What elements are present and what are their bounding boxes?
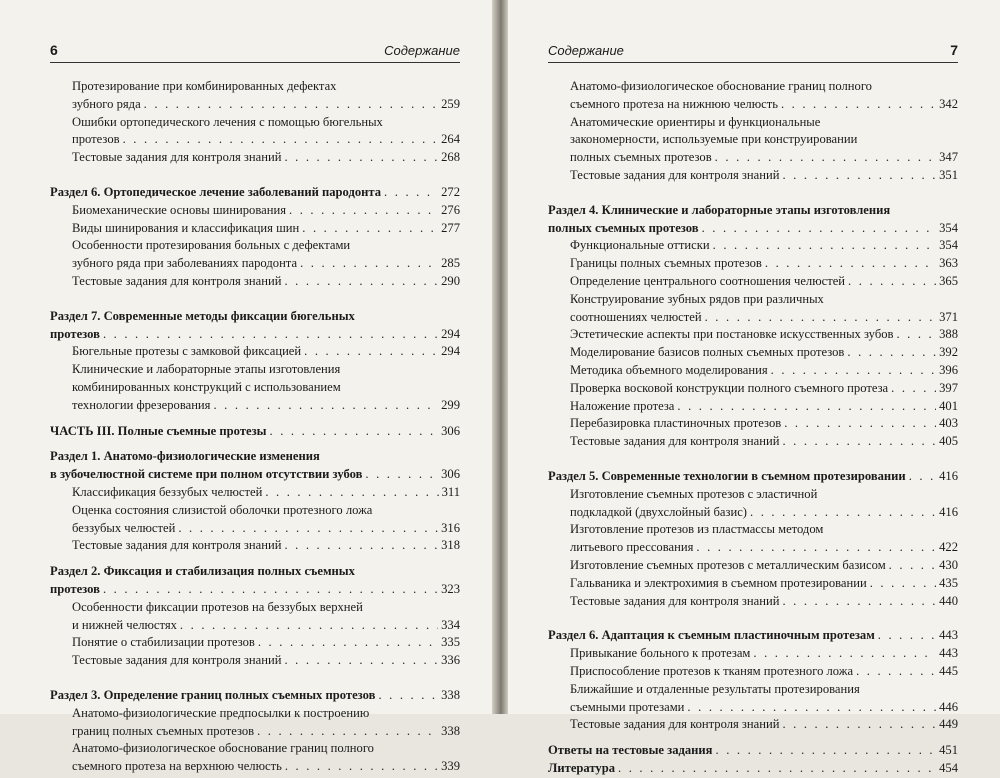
toc-page-number: 338 xyxy=(441,723,460,738)
toc-page-number: 449 xyxy=(939,717,958,732)
toc-entry-line xyxy=(570,362,958,380)
toc-leader-dots xyxy=(715,149,936,167)
toc-entry-text: Особенности протезирования больных с дефектами xyxy=(72,238,351,253)
toc-spacer xyxy=(50,555,460,563)
toc-leader-dots xyxy=(891,380,936,398)
toc-entry xyxy=(50,361,460,414)
toc-leader-dots xyxy=(213,397,438,415)
toc-page-number: 336 xyxy=(441,653,460,668)
toc-entry xyxy=(50,652,460,670)
toc-entry-line xyxy=(570,344,958,362)
toc-page-number: 403 xyxy=(939,416,958,431)
toc-entry xyxy=(548,362,958,380)
toc-entry xyxy=(548,663,958,681)
toc-entry-text: съемного протеза на нижнюю челюсть xyxy=(570,96,778,111)
toc-leader-dots xyxy=(909,468,936,486)
toc-page-number: 454 xyxy=(939,760,958,775)
toc-entry-line xyxy=(72,723,460,741)
toc-page-number: 299 xyxy=(441,397,460,412)
toc-entry-line xyxy=(50,326,460,344)
toc-entry-text: протезов xyxy=(50,581,100,596)
toc-leader-dots xyxy=(750,504,936,522)
toc-leader-dots xyxy=(784,415,936,433)
toc-entry-text: Раздел 3. Определение границ полных съемных протезов xyxy=(50,687,376,702)
toc-leader-dots xyxy=(847,344,936,362)
toc-leader-dots xyxy=(782,167,936,185)
toc-entry-text: Ближайшие и отдаленные результаты протезирования xyxy=(570,681,860,696)
toc-entry-text: комбинированных конструкций с использованием xyxy=(72,379,341,394)
running-header xyxy=(50,42,460,62)
toc-entry-line xyxy=(72,520,460,538)
toc-entry xyxy=(548,380,958,398)
toc-leader-dots xyxy=(781,96,936,114)
toc-page-number: 388 xyxy=(939,327,958,342)
toc-entry xyxy=(548,681,958,717)
toc-entry xyxy=(50,78,460,114)
toc-leader-dots xyxy=(378,687,438,705)
toc-entry xyxy=(548,557,958,575)
toc-entry-line xyxy=(50,423,460,441)
toc-entry xyxy=(548,398,958,416)
toc-entry-line xyxy=(570,663,958,681)
toc-entry-line xyxy=(570,504,958,522)
toc-entry-line xyxy=(570,326,958,344)
toc-page-number: 276 xyxy=(441,202,460,217)
toc-entry-line xyxy=(72,255,460,273)
toc-spacer xyxy=(50,415,460,423)
toc-page-number: 430 xyxy=(939,557,958,572)
toc-entry-line xyxy=(50,581,460,599)
toc-leader-dots xyxy=(178,520,438,538)
toc-entry xyxy=(548,291,958,327)
toc-leader-dots xyxy=(716,742,937,760)
toc-entry-text: Тестовые задания для контроля знаний xyxy=(72,150,282,165)
toc-leader-dots xyxy=(103,581,438,599)
toc-entry-text: Перебазировка пластиночных протезов xyxy=(570,416,782,431)
toc-entry-text: полных съемных протезов xyxy=(548,220,699,235)
toc-entry-text: Раздел 7. Современные методы фиксации бюгельных xyxy=(50,308,355,323)
toc-entry xyxy=(50,220,460,238)
toc-leader-dots xyxy=(713,237,936,255)
toc-spacer xyxy=(50,670,460,687)
toc-entry-text: границ полных съемных протезов xyxy=(72,723,255,738)
toc-entry xyxy=(548,415,958,433)
toc-page-number: 392 xyxy=(939,345,958,360)
toc-page-number: 334 xyxy=(441,617,460,632)
toc-section-heading xyxy=(50,308,460,344)
toc-entry-text: Раздел 4. Клинические и лабораторные этапы изготовления xyxy=(548,202,891,217)
toc-entry-text: Раздел 1. Анатомо-физиологические изменения xyxy=(50,449,320,464)
toc-entry-text: протезов xyxy=(50,326,100,341)
toc-entry-text: Определение центрального соотношения челюстей xyxy=(570,273,846,288)
toc-entry-text: Функциональные оттиски xyxy=(570,238,710,253)
toc-entry-line xyxy=(72,343,460,361)
toc-entry-line xyxy=(72,484,460,502)
toc-page-number: 306 xyxy=(441,467,460,482)
toc-leader-dots xyxy=(144,96,438,114)
toc-entry-text: Виды шинирования и классификация шин xyxy=(72,220,300,235)
toc-entry-line xyxy=(570,645,958,663)
running-header xyxy=(548,42,958,62)
toc-leader-dots xyxy=(284,652,438,670)
toc-entry xyxy=(548,575,958,593)
toc-entry-text: Эстетические аспекты при постановке искусственных зубов xyxy=(570,327,894,342)
toc-entry xyxy=(548,78,958,114)
toc-entry xyxy=(548,326,958,344)
toc-page-number: 443 xyxy=(939,646,958,661)
toc-page-number: 347 xyxy=(939,150,958,165)
toc-entry xyxy=(50,149,460,167)
toc-entry-text: Конструирование зубных рядов при различных xyxy=(570,291,824,306)
toc-leader-dots xyxy=(103,326,438,344)
page-number: 6 xyxy=(50,42,58,58)
toc-page-number: 259 xyxy=(441,96,460,111)
header-title: Содержание xyxy=(548,43,624,58)
toc-page-number: 351 xyxy=(939,167,958,182)
toc-leader-dots xyxy=(702,220,937,238)
toc-entry xyxy=(50,740,460,776)
toc-entry xyxy=(50,237,460,273)
toc-entry xyxy=(548,645,958,663)
toc-entry-text: Анатомо-физиологические предпосылки к построению xyxy=(72,705,370,720)
toc-entry-line xyxy=(72,149,460,167)
table-of-contents xyxy=(50,78,460,776)
toc-leader-dots xyxy=(365,466,438,484)
toc-leader-dots xyxy=(677,398,936,416)
toc-entry-line xyxy=(72,397,460,415)
toc-spacer xyxy=(548,185,958,202)
header-rule xyxy=(50,62,460,63)
toc-entry-line xyxy=(50,687,460,705)
toc-entry-text: Литература xyxy=(548,760,616,775)
toc-page-number: 451 xyxy=(939,743,958,758)
right-page xyxy=(508,0,1000,775)
toc-page-number: 446 xyxy=(939,699,958,714)
toc-entry-text: Клинические и лабораторные этапы изготовления xyxy=(72,362,341,377)
toc-entry-text: в зубочелюстной системе при полном отсутствии зубов xyxy=(50,467,363,482)
toc-entry-text: Методика объемного моделирования xyxy=(570,362,768,377)
toc-entry-line xyxy=(72,634,460,652)
toc-entry-line xyxy=(548,468,958,486)
toc-entry xyxy=(548,255,958,273)
toc-entry-text: зубного ряда при заболеваниях пародонта xyxy=(72,256,298,271)
toc-page-number: 354 xyxy=(939,220,958,235)
toc-entry xyxy=(548,273,958,291)
toc-entry-line xyxy=(570,380,958,398)
toc-page-number: 339 xyxy=(441,759,460,774)
toc-entry xyxy=(50,343,460,361)
toc-entry-line xyxy=(72,220,460,238)
toc-part-heading xyxy=(50,423,460,441)
table-of-contents xyxy=(548,78,958,778)
toc-entry-line xyxy=(570,433,958,451)
toc-entry-line xyxy=(72,202,460,220)
toc-entry-text: Границы полных съемных протезов xyxy=(570,256,762,271)
toc-entry-text: съемными протезами xyxy=(570,699,685,714)
toc-entry-text: Протезирование при комбинированных дефектах xyxy=(72,79,337,93)
toc-leader-dots xyxy=(265,484,438,502)
toc-spacer xyxy=(548,451,958,468)
toc-entry-text: Изготовление протезов из пластмассы методом xyxy=(570,522,824,537)
toc-entry-text: литьевого прессования xyxy=(570,540,694,555)
toc-page-number: 440 xyxy=(939,593,958,608)
toc-page-number: 338 xyxy=(441,687,460,702)
toc-section-heading xyxy=(50,184,460,202)
toc-leader-dots xyxy=(705,309,937,327)
toc-page-number: 405 xyxy=(939,434,958,449)
toc-leader-dots xyxy=(896,326,936,344)
toc-entry xyxy=(50,705,460,741)
toc-entry-line xyxy=(570,167,958,185)
toc-page-number: 316 xyxy=(441,520,460,535)
toc-entry-text: Тестовые задания для контроля знаний xyxy=(570,593,780,608)
toc-leader-dots xyxy=(285,758,438,776)
toc-entry-text: Раздел 5. Современные технологии в съемном протезировании xyxy=(548,468,906,483)
toc-entry-line xyxy=(570,273,958,291)
toc-entry-line xyxy=(548,760,958,778)
toc-entry-text: ЧАСТЬ III. Полные съемные протезы xyxy=(50,423,267,438)
toc-entry-text: протезов xyxy=(72,132,120,147)
toc-page-number: 306 xyxy=(441,423,460,438)
toc-leader-dots xyxy=(284,273,438,291)
toc-entry-text: и нижней челюстях xyxy=(72,617,177,632)
toc-page-number: 264 xyxy=(441,132,460,147)
toc-section-heading xyxy=(50,448,460,484)
toc-entry-line xyxy=(570,255,958,273)
toc-entry-line xyxy=(72,758,460,776)
toc-page-number: 285 xyxy=(441,256,460,271)
toc-page-number: 445 xyxy=(939,663,958,678)
toc-leader-dots xyxy=(180,617,438,635)
toc-entry-line xyxy=(72,652,460,670)
toc-leader-dots xyxy=(258,634,438,652)
toc-page-number: 318 xyxy=(441,538,460,553)
toc-entry-text: Приспособление протезов к тканям протезного ложа xyxy=(570,663,854,678)
toc-entry-text: подкладкой (двухслойный базис) xyxy=(570,504,747,519)
toc-entry-line xyxy=(548,220,958,238)
toc-entry-text: Тестовые задания для контроля знаний xyxy=(570,717,780,732)
toc-entry-text: Тестовые задания для контроля знаний xyxy=(72,538,282,553)
toc-leader-dots xyxy=(257,723,438,741)
toc-entry xyxy=(548,167,958,185)
toc-entry-text: Анатомо-физиологическое обоснование границ полного xyxy=(570,79,872,93)
toc-entry-text: Раздел 6. Адаптация к съемным пластиночным протезам xyxy=(548,628,875,643)
toc-entry-line xyxy=(72,273,460,291)
toc-entry-line xyxy=(570,539,958,557)
toc-entry-line xyxy=(72,537,460,555)
toc-leader-dots xyxy=(870,575,936,593)
toc-entry-text: Особенности фиксации протезов на беззубых верхней xyxy=(72,599,363,614)
toc-spacer xyxy=(50,440,460,448)
toc-section-heading xyxy=(548,202,958,238)
toc-entry-text: Бюгельные протезы с замковой фиксацией xyxy=(72,344,302,359)
toc-entry xyxy=(548,486,958,522)
toc-entry-text: Моделирование базисов полных съемных протезов xyxy=(570,345,845,360)
toc-page-number: 422 xyxy=(939,540,958,555)
toc-entry-text: технологии фрезерования xyxy=(72,397,211,412)
toc-spacer xyxy=(548,734,958,742)
toc-leader-dots xyxy=(771,362,936,380)
toc-page-number: 443 xyxy=(939,628,958,643)
toc-section-heading xyxy=(50,563,460,599)
toc-entry-text: Оценка состояния слизистой оболочки протезного ложа xyxy=(72,502,373,517)
toc-leader-dots xyxy=(856,663,936,681)
toc-page-number: 335 xyxy=(441,635,460,650)
toc-leader-dots xyxy=(289,202,438,220)
toc-entry-text: съемного протеза на верхнюю челюсть xyxy=(72,759,282,774)
toc-entry xyxy=(548,433,958,451)
toc-entry-text: Раздел 6. Ортопедическое лечение заболеваний пародонта xyxy=(50,184,382,199)
toc-entry-line xyxy=(72,617,460,635)
toc-leader-dots xyxy=(304,343,438,361)
toc-entry-text: беззубых челюстей xyxy=(72,520,176,535)
toc-entry xyxy=(50,502,460,538)
toc-leader-dots xyxy=(123,131,439,149)
toc-entry-line xyxy=(570,716,958,734)
toc-entry xyxy=(548,521,958,557)
toc-leader-dots xyxy=(782,716,936,734)
toc-entry-text: Изготовление съемных протезов с металлическим базисом xyxy=(570,557,886,572)
toc-entry xyxy=(50,202,460,220)
toc-entry xyxy=(548,716,958,734)
toc-page-number: 401 xyxy=(939,398,958,413)
toc-page-number: 371 xyxy=(939,309,958,324)
toc-page-number: 363 xyxy=(939,256,958,271)
toc-entry-text: Раздел 2. Фиксация и стабилизация полных съемных xyxy=(50,564,355,579)
toc-entry-text: закономерности, используемые при конструировании xyxy=(570,132,858,147)
header-title: Содержание xyxy=(384,43,460,58)
toc-entry-line xyxy=(570,593,958,611)
toc-leader-dots xyxy=(782,433,936,451)
toc-page-number: 268 xyxy=(441,150,460,165)
toc-page-number: 342 xyxy=(939,96,958,111)
toc-page-number: 294 xyxy=(441,326,460,341)
left-page xyxy=(0,0,492,774)
toc-entry-text: Понятие о стабилизации протезов xyxy=(72,635,255,650)
toc-section-heading xyxy=(548,468,958,486)
toc-section-heading xyxy=(548,627,958,645)
toc-entry-text: соотношениях челюстей xyxy=(570,309,702,324)
toc-entry-text: Проверка восковой конструкции полного съемного протеза xyxy=(570,380,889,395)
toc-entry-line xyxy=(570,398,958,416)
toc-section-heading xyxy=(548,760,958,778)
toc-leader-dots xyxy=(302,220,438,238)
toc-page-number: 323 xyxy=(441,581,460,596)
toc-entry-line xyxy=(72,131,460,149)
toc-entry-text: Ошибки ортопедического лечения с помощью бюгельных xyxy=(72,114,383,129)
toc-leader-dots xyxy=(878,627,936,645)
toc-entry-text: Биомеханические основы шинирования xyxy=(72,202,286,217)
toc-leader-dots xyxy=(284,149,438,167)
toc-entry-line xyxy=(548,742,958,760)
toc-entry xyxy=(50,537,460,555)
toc-page-number: 272 xyxy=(441,184,460,199)
toc-page-number: 435 xyxy=(939,575,958,590)
toc-entry-text: зубного ряда xyxy=(72,96,141,111)
toc-entry-line xyxy=(570,309,958,327)
toc-entry-text: Тестовые задания для контроля знаний xyxy=(72,653,282,668)
toc-spacer xyxy=(50,291,460,308)
toc-entry-text: Наложение протеза xyxy=(570,398,675,413)
toc-leader-dots xyxy=(270,423,439,441)
toc-entry-text: Тестовые задания для контроля знаний xyxy=(570,434,780,449)
toc-entry-line xyxy=(570,415,958,433)
toc-entry-line xyxy=(50,466,460,484)
toc-leader-dots xyxy=(753,645,936,663)
toc-entry xyxy=(50,273,460,291)
toc-entry xyxy=(548,344,958,362)
toc-page-number: 294 xyxy=(441,344,460,359)
toc-entry-text: Изготовление съемных протезов с эластичной xyxy=(570,486,818,501)
toc-leader-dots xyxy=(384,184,438,202)
toc-page-number: 416 xyxy=(939,504,958,519)
toc-entry-line xyxy=(72,96,460,114)
toc-leader-dots xyxy=(300,255,438,273)
toc-entry-text: Классификация беззубых челюстей xyxy=(72,484,263,499)
toc-entry-line xyxy=(570,557,958,575)
toc-leader-dots xyxy=(889,557,936,575)
toc-entry-text: полных съемных протезов xyxy=(570,150,712,165)
toc-leader-dots xyxy=(848,273,936,291)
toc-leader-dots xyxy=(284,537,438,555)
toc-leader-dots xyxy=(782,593,936,611)
toc-page-number: 290 xyxy=(441,273,460,288)
toc-entry xyxy=(50,599,460,635)
toc-page-number: 354 xyxy=(939,238,958,253)
toc-entry xyxy=(50,634,460,652)
toc-leader-dots xyxy=(618,760,936,778)
toc-entry-text: Анатомо-физиологическое обоснование границ полного xyxy=(72,741,374,756)
header-rule xyxy=(548,62,958,63)
toc-page-number: 396 xyxy=(939,362,958,377)
toc-entry-line xyxy=(570,149,958,167)
toc-entry-line xyxy=(548,627,958,645)
toc-entry-text: Гальваника и электрохимия в съемном протезировании xyxy=(570,575,867,590)
toc-page-number: 416 xyxy=(939,468,958,483)
toc-spacer xyxy=(50,167,460,184)
toc-section-heading xyxy=(50,687,460,705)
toc-leader-dots xyxy=(696,539,936,557)
toc-leader-dots xyxy=(765,255,936,273)
toc-entry-line xyxy=(50,184,460,202)
toc-entry xyxy=(548,237,958,255)
toc-page-number: 277 xyxy=(441,220,460,235)
toc-entry-line xyxy=(570,575,958,593)
toc-entry xyxy=(548,593,958,611)
toc-section-heading xyxy=(548,742,958,760)
toc-entry-text: Тестовые задания для контроля знаний xyxy=(570,167,780,182)
toc-entry-text: Ответы на тестовые задания xyxy=(548,743,713,758)
toc-page-number: 311 xyxy=(441,484,460,499)
page-number: 7 xyxy=(950,42,958,58)
toc-page-number: 397 xyxy=(939,380,958,395)
toc-entry-text: Анатомические ориентиры и функциональные xyxy=(570,114,821,129)
toc-spacer xyxy=(548,610,958,627)
book-gutter xyxy=(492,0,508,714)
toc-entry-text: Привыкание больного к протезам xyxy=(570,646,751,661)
toc-entry xyxy=(50,114,460,150)
toc-entry xyxy=(50,484,460,502)
toc-entry-text: Тестовые задания для контроля знаний xyxy=(72,273,282,288)
toc-entry-line xyxy=(570,96,958,114)
toc-entry xyxy=(548,114,958,167)
toc-page-number: 365 xyxy=(939,273,958,288)
toc-entry-line xyxy=(570,237,958,255)
